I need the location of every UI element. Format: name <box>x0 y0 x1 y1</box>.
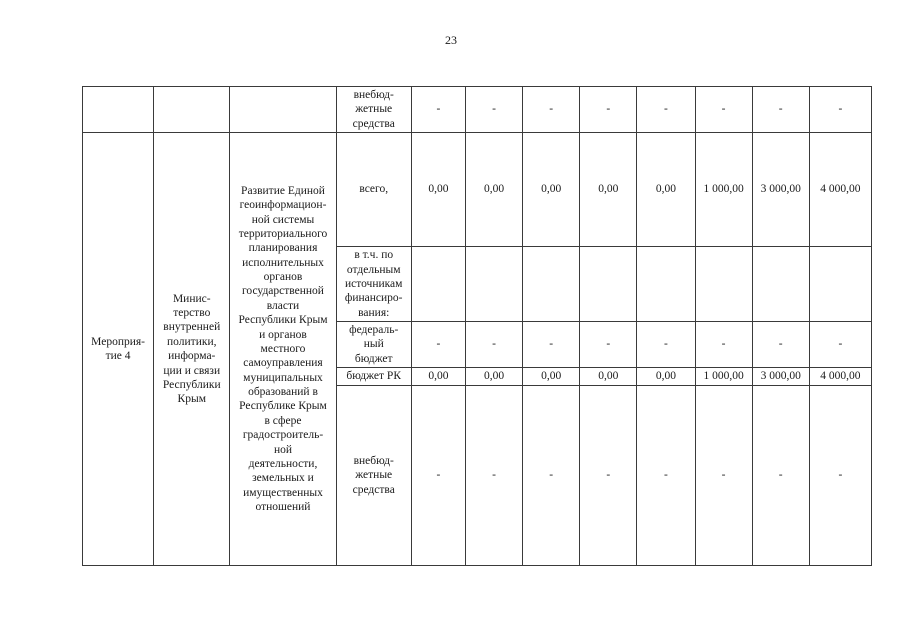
value-cell: 0,00 <box>465 368 522 386</box>
value-cell: - <box>580 87 637 133</box>
value-cell: - <box>809 386 871 566</box>
value-cell: 0,00 <box>411 133 465 247</box>
table-body <box>83 87 872 566</box>
value-cell <box>752 247 809 322</box>
page-number: 23 <box>445 33 457 47</box>
value-cell <box>523 247 580 322</box>
value-cell: - <box>637 322 695 368</box>
value-cell: - <box>637 386 695 566</box>
value-cell: - <box>637 87 695 133</box>
value-cell: - <box>411 322 465 368</box>
value-cell: 0,00 <box>465 133 522 247</box>
description-cell: Развитие Единой геоинформацион- ной системы территориального планирования исполнительных органов государственной власти Республики Крым и органов местного самоуправления муниципальных образований в Республике Крым в сфере градостроитель- ной деятельности, земельных и имущественных отношений <box>230 133 336 566</box>
value-cell: 0,00 <box>411 368 465 386</box>
value-cell: - <box>465 322 522 368</box>
source-cell: внебюд- жетные средства <box>336 87 411 133</box>
value-cell: - <box>411 87 465 133</box>
value-cell: 3 000,00 <box>752 368 809 386</box>
table-row <box>83 133 872 247</box>
value-cell: - <box>695 386 752 566</box>
value-cell: 0,00 <box>580 133 637 247</box>
value-cell: - <box>752 386 809 566</box>
value-cell: - <box>523 322 580 368</box>
source-cell: бюджет РК <box>336 368 411 386</box>
value-cell: 0,00 <box>523 133 580 247</box>
value-cell: 1 000,00 <box>695 368 752 386</box>
table-row <box>83 87 872 133</box>
value-cell <box>637 247 695 322</box>
source-cell: всего, <box>336 133 411 247</box>
value-cell: 4 000,00 <box>809 368 871 386</box>
value-cell <box>411 247 465 322</box>
value-cell: 0,00 <box>523 368 580 386</box>
value-cell: 4 000,00 <box>809 133 871 247</box>
value-cell: - <box>809 322 871 368</box>
value-cell: - <box>523 87 580 133</box>
value-cell: 0,00 <box>637 368 695 386</box>
value-cell: - <box>580 322 637 368</box>
value-cell: 3 000,00 <box>752 133 809 247</box>
value-cell: - <box>465 386 522 566</box>
value-cell <box>580 247 637 322</box>
value-cell: - <box>580 386 637 566</box>
value-cell: 0,00 <box>637 133 695 247</box>
value-cell <box>695 247 752 322</box>
value-cell: - <box>695 322 752 368</box>
empty-cell <box>154 87 230 133</box>
value-cell: - <box>695 87 752 133</box>
value-cell <box>465 247 522 322</box>
measure-label: Мероприя- тие 4 <box>83 133 154 566</box>
executor-cell: Минис- терство внутренней политики, информа- ции и связи Республики Крым <box>154 133 230 566</box>
source-cell: внебюд- жетные средства <box>336 386 411 566</box>
funding-table <box>82 86 872 566</box>
value-cell <box>809 247 871 322</box>
source-cell: в т.ч. по отдельным источникам финансиро- вания: <box>336 247 411 322</box>
value-cell: - <box>752 322 809 368</box>
empty-cell <box>83 87 154 133</box>
value-cell: - <box>752 87 809 133</box>
value-cell: - <box>411 386 465 566</box>
source-cell: федераль- ный бюджет <box>336 322 411 368</box>
value-cell: 1 000,00 <box>695 133 752 247</box>
value-cell: - <box>465 87 522 133</box>
value-cell: 0,00 <box>580 368 637 386</box>
value-cell: - <box>809 87 871 133</box>
value-cell: - <box>523 386 580 566</box>
empty-cell <box>230 87 336 133</box>
